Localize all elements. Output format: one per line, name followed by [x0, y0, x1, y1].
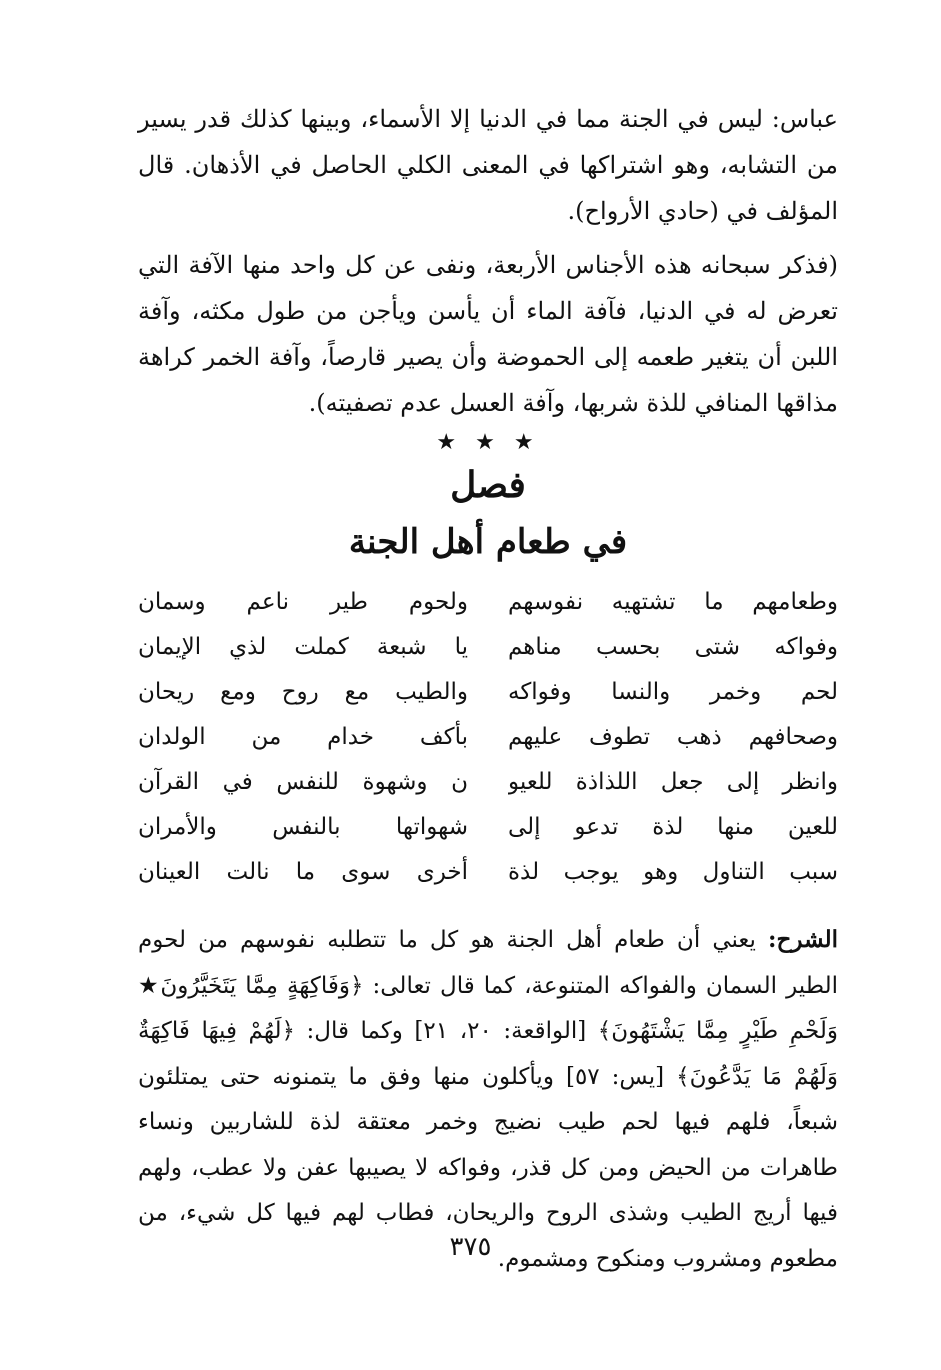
section-heading: فصل	[450, 464, 526, 506]
poem-verse	[138, 850, 838, 895]
commentary	[138, 917, 838, 1282]
page-number: ٣٧٥	[449, 1232, 492, 1262]
poem-verse	[138, 625, 838, 670]
verse-first-hemistich: وطعامهم ما تشتهيه نفوسهم	[508, 589, 838, 615]
verse-second-hemistich: ن وشهوة للنفس في القرآن	[138, 769, 468, 795]
verse-first-hemistich: وصحافهم ذهب تطوف عليهم	[508, 724, 838, 750]
poem-verse	[138, 805, 838, 850]
poem-verse	[138, 670, 838, 715]
commentary-text: يعني أن طعام أهل الجنة هو كل ما تتطلبه نفوسهم من لحوم الطير السمان والفواكه المتنوعة، كما قال تعالى: ﴿وَفَاكِهَةٍ مِمَّا يَتَخَيَّرُونَ★ وَلَحْمِ طَيْرٍ مِمَّا يَشْتَهُونَ﴾ [الواقعة: ٢٠، ٢١] وكما قال: ﴿لَهُمْ فِيهَا فَاكِهَةٌ وَلَهُمْ مَا يَدَّعُونَ﴾ [يس: ٥٧] ويأكلون منها وفق ما يتمنونه حتى يمتلئون شبعاً، فلهم فيها لحم طيب نضيج وخمر معتقة لذة للشاربين ونساء طاهرات من الحيض ومن كل قذر، وفواكه لا يصيبها عفن ولا عطب، ولهم فيها أريج الطيب وشذى الروح والريحان، فطاب لهم فيها كل شيء، من مطعوم ومشروب ومنكوح ومشموم.	[138, 927, 838, 1272]
verse-second-hemistich: بأكف خدام من الولدان	[138, 724, 468, 750]
verse-second-hemistich: والطيب مع روح ومع ريحان	[138, 679, 468, 705]
verse-first-hemistich: لحم وخمر والنسا وفواكه	[508, 679, 838, 705]
verse-second-hemistich: شهواتها بالنفس والأمران	[138, 814, 468, 840]
poem-verse	[138, 715, 838, 760]
verse-second-hemistich: يا شبعة كملت لذي الإيمان	[138, 634, 468, 660]
verse-second-hemistich: أخرى سوى ما نالت العينان	[138, 859, 468, 885]
intro-paragraph-1	[138, 96, 838, 234]
commentary-label: الشرح:	[768, 926, 838, 953]
intro-text-2: (فذكر سبحانه هذه الأجناس الأربعة، ونفى عن كل واحد منها الآفة التي تعرض له في الدنيا، فآفة الماء أن يأسن ويأجن من طول مكثه، وآفة اللبن أن يتغير طعمه إلى الحموضة وأن يصير قارصاً، وآفة الخمر كراهة مذاقها المنافي للذة شربها، وآفة العسل عدم تصفيته).	[138, 251, 839, 417]
intro-paragraph-2	[138, 242, 838, 426]
section-title: في طعام أهل الجنة	[348, 522, 628, 562]
section-separator: ★ ★ ★	[436, 430, 540, 455]
verse-first-hemistich: سبب التناول وهو يوجب لذة	[508, 859, 838, 885]
verse-first-hemistich: للعين منها لذة تدعو إلى	[508, 814, 838, 840]
intro-text-1: عباس: ليس في الجنة مما في الدنيا إلا الأسماء، وبينها كذلك قدر يسير من التشابه، وهو اشتراكها في المعنى الكلي الحاصل في الأذهان. قال المؤلف في (حادي الأرواح).	[138, 105, 838, 225]
page-body	[138, 96, 838, 1282]
poem	[138, 580, 838, 895]
verse-second-hemistich: ولحوم طير ناعم وسمان	[138, 589, 468, 615]
poem-verse	[138, 760, 838, 805]
verse-first-hemistich: وانظر إلى جعل اللذاذة للعيو	[508, 769, 838, 795]
verse-first-hemistich: وفواكه شتى بحسب مناهم	[508, 634, 838, 660]
poem-verse	[138, 580, 838, 625]
